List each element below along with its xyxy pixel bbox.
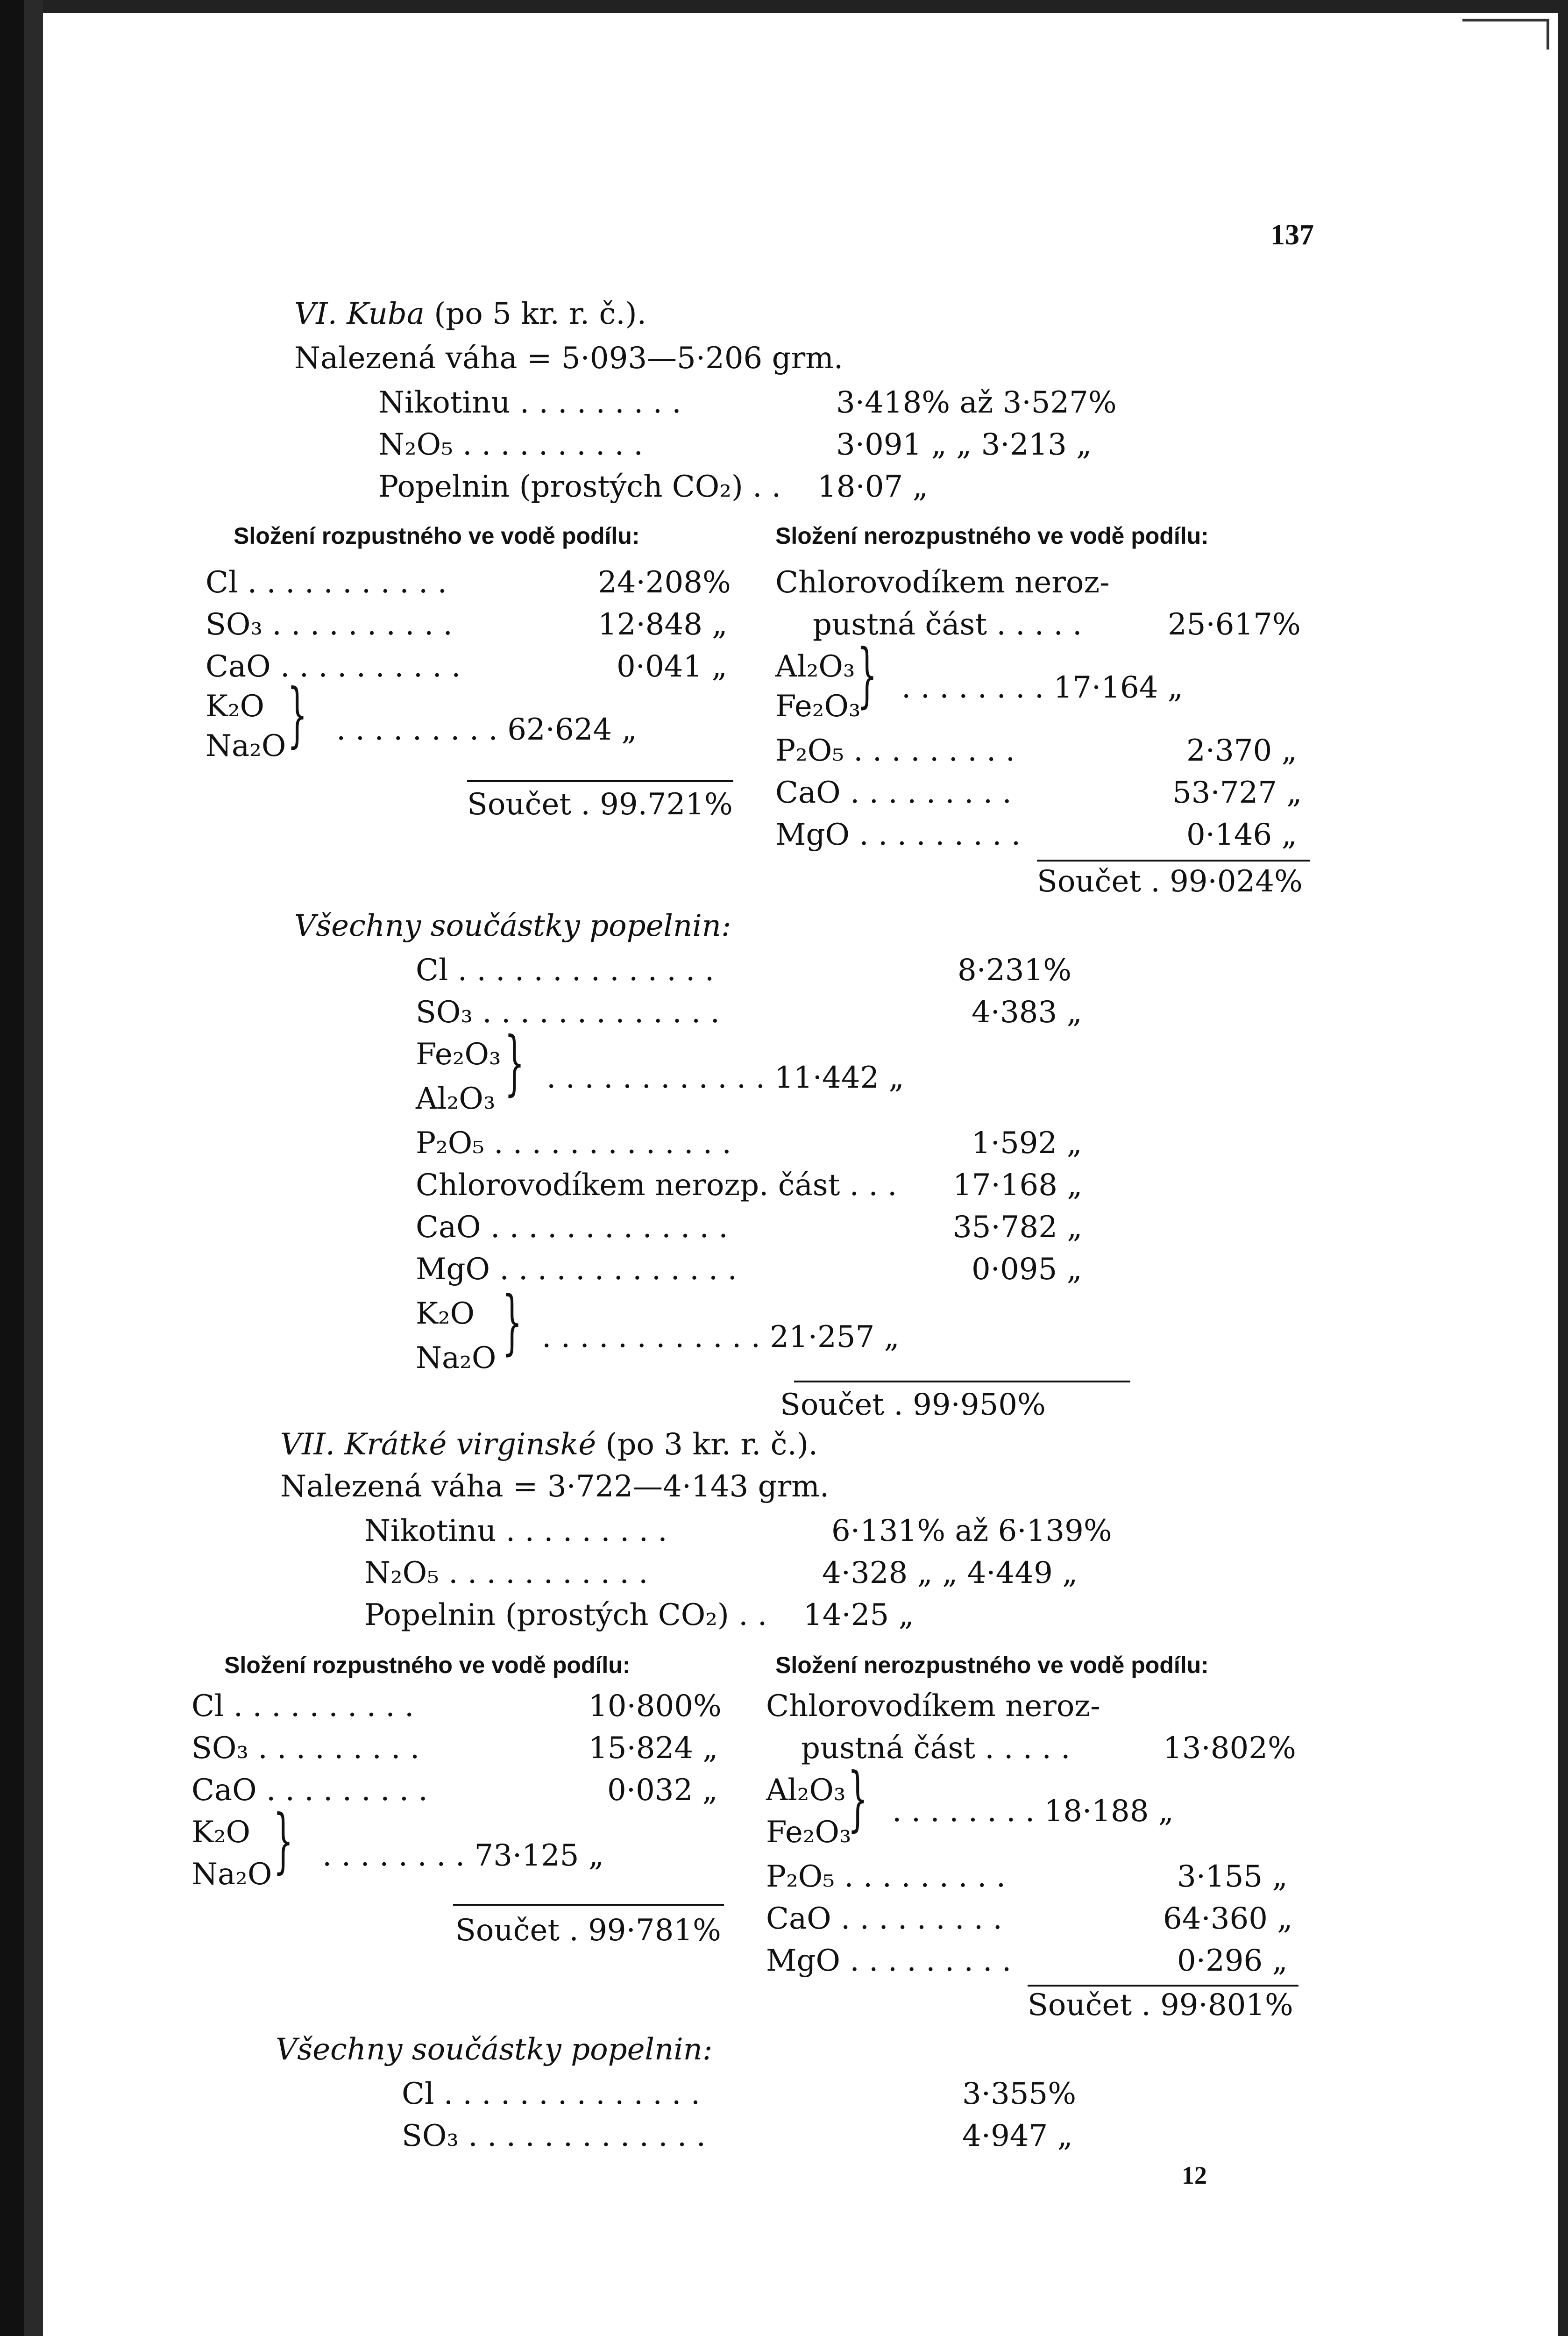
vii-insol-value: 13·802% [1163,1731,1296,1766]
vii-sol-value: 15·824 „ [589,1731,718,1766]
vii-soluble-header: Složení rozpustného ve vodě podílu: [224,1652,631,1678]
vii-sol-value: 10·800% [589,1689,722,1724]
vi-sol-value: 12·848 „ [598,607,728,642]
sum-rule [453,1904,724,1906]
vi-all-label: SO₃ . . . . . . . . . . . . . [416,995,720,1030]
vi-insol-label: MgO . . . . . . . . . [775,818,1021,852]
vi-all-title: Všechny součástky popelnin: [294,909,731,943]
vi-sol-label: CaO . . . . . . . . . . [206,649,461,684]
vii-sol-value: 0·032 „ [607,1773,718,1808]
vi-row-label: N₂O₅ . . . . . . . . . . [378,427,643,462]
vi-row-value: 3·418% až 3·527% [836,385,1117,420]
vi-all-total: Součet . 99·950% [780,1388,1046,1422]
scan-border-left-shadow [24,0,43,2336]
signature-mark: 12 [1182,2161,1207,2189]
vi-insol-value: . . . . . . . . 17·164 „ [901,670,1183,705]
vi-insol-label: pustná část . . . . . [813,607,1082,642]
section-vii-heading [280,1427,818,1462]
vii-all-label: SO₃ . . . . . . . . . . . . . [402,2119,706,2153]
vi-all-value: 17·168 „ [953,1168,1083,1203]
brace-icon: } [504,1022,525,1104]
section-vi-weight: Nalezená váha = 5·093—5·206 grm. [294,341,844,376]
brace-icon: } [287,674,307,755]
vii-insol-value: 0·296 „ [1177,1944,1288,1978]
vii-row-label: Popelnin (prostých CO₂) . . [364,1598,767,1632]
section-vi-number: VI. [294,297,337,331]
vi-sol-label: Cl . . . . . . . . . . . [206,565,447,600]
section-vii-weight: Nalezená váha = 3·722—4·143 grm. [280,1469,830,1504]
vi-all-label: Na₂O [416,1341,497,1375]
vi-row-value: 18·07 „ [817,470,928,504]
vii-sol-total: Součet . 99·781% [455,1913,721,1948]
vii-insol-value: 3·155 „ [1177,1859,1288,1894]
vii-insol-label: P₂O₅ . . . . . . . . . [766,1859,1006,1894]
sum-rule [1028,1985,1298,1987]
page-number: 137 [1270,219,1314,251]
vii-insol-label: pustná část . . . . . [801,1731,1071,1766]
vi-all-value: 1·592 „ [972,1126,1082,1161]
vii-sol-label: Cl . . . . . . . . . . [192,1689,414,1724]
vi-all-label: CaO . . . . . . . . . . . . . [416,1210,728,1245]
vii-insol-label: Chlorovodíkem neroz- [766,1689,1100,1724]
vi-all-label: Al₂O₃ [416,1082,496,1116]
vi-all-label: Chlorovodíkem nerozp. část . . . [416,1168,897,1203]
vi-insol-label: Fe₂O₃ [775,689,861,724]
vi-row-label: Nikotinu . . . . . . . . . [378,385,681,420]
vi-all-label: P₂O₅ . . . . . . . . . . . . . [416,1126,731,1161]
vii-insol-label: MgO . . . . . . . . . [766,1944,1012,1978]
vii-all-title: Všechny součástky popelnin: [276,2032,713,2067]
section-vii-note: (po 3 kr. r. č.). [605,1427,818,1462]
section-vii-name: Krátké virginské [344,1427,596,1462]
vi-all-value: 0·095 „ [972,1252,1082,1287]
sum-rule [1037,860,1310,862]
vi-insol-label: Chlorovodíkem neroz- [775,565,1110,600]
vi-all-label: Fe₂O₃ [416,1037,501,1072]
vi-insol-value: 0·146 „ [1186,818,1297,852]
vi-all-value: . . . . . . . . . . . . 21·257 „ [542,1320,900,1354]
brace-icon: } [857,634,877,716]
vii-sol-label: CaO . . . . . . . . . [192,1773,428,1808]
vii-insol-value: 64·360 „ [1163,1902,1293,1936]
vii-all-value: 4·947 „ [962,2119,1073,2153]
vi-all-label: K₂O [416,1296,475,1331]
vi-insol-label: P₂O₅ . . . . . . . . . [775,734,1015,768]
vi-insol-value: 53·727 „ [1172,776,1302,810]
vii-row-label: N₂O₅ . . . . . . . . . . . [364,1556,648,1590]
vii-insol-label: CaO . . . . . . . . . [766,1902,1002,1936]
vii-row-label: Nikotinu . . . . . . . . . [364,1514,667,1548]
vii-all-value: 3·355% [962,2077,1077,2111]
brace-icon: } [273,1800,293,1881]
vi-sol-total: Součet . 99.721% [467,787,733,822]
brace-icon: } [848,1758,868,1839]
section-vi-name: Kuba [347,297,425,331]
vii-insol-total: Součet . 99·801% [1028,1988,1293,2023]
vi-sol-value: 0·041 „ [617,649,727,684]
scan-corner-mark [1462,19,1549,50]
sum-rule [467,780,733,782]
vi-sol-label: SO₃ . . . . . . . . . . [206,607,453,642]
scan-border-right [1558,0,1568,2336]
vii-insol-label: Fe₂O₃ [766,1815,851,1850]
vi-all-value: 4·383 „ [972,995,1082,1030]
vi-row-value: 3·091 „ „ 3·213 „ [836,427,1092,462]
vii-all-label: Cl . . . . . . . . . . . . . . [402,2077,701,2111]
sum-rule [794,1381,1130,1382]
vi-sol-label: Na₂O [206,729,286,763]
vii-row-value: 14·25 „ [803,1598,914,1632]
vi-insoluble-header: Složení nerozpustného ve vodě podílu: [775,523,1209,549]
vi-sol-value: 24·208% [598,565,731,600]
vii-sol-label: Na₂O [192,1857,272,1892]
vi-insol-label: Al₂O₃ [775,649,855,684]
vi-sol-value: . . . . . . . . . 62·624 „ [336,712,637,747]
vii-row-value: 6·131% až 6·139% [831,1514,1112,1548]
vii-sol-label: SO₃ . . . . . . . . . [192,1731,420,1766]
scan-border-left [0,0,24,2336]
vii-row-value: 4·328 „ „ 4·449 „ [822,1556,1078,1590]
section-vi-heading [294,299,646,329]
vi-sol-label: K₂O [206,689,264,724]
section-vi-note: (po 5 kr. r. č.). [434,297,646,331]
vi-soluble-header: Složení rozpustného ve vodě podílu: [234,523,640,549]
vi-all-value: . . . . . . . . . . . . 11·442 „ [546,1061,904,1095]
vi-insol-label: CaO . . . . . . . . . [775,776,1012,810]
vi-all-label: Cl . . . . . . . . . . . . . . [416,953,715,988]
vi-all-value: 8·231% [958,953,1072,988]
vii-insoluble-header: Složení nerozpustného ve vodě podílu: [775,1652,1209,1678]
vii-sol-label: K₂O [192,1815,250,1850]
vii-insol-value: . . . . . . . . 18·188 „ [892,1794,1174,1829]
brace-icon: } [502,1282,522,1363]
vii-insol-label: Al₂O₃ [766,1773,846,1808]
vi-insol-total: Součet . 99·024% [1037,864,1303,899]
vi-row-label: Popelnin (prostých CO₂) . . [378,470,781,504]
vi-all-value: 35·782 „ [953,1210,1083,1245]
vi-insol-value: 25·617% [1168,607,1301,642]
scan-border-top [0,0,1568,13]
vi-insol-value: 2·370 „ [1186,734,1297,768]
vii-sol-value: . . . . . . . . 73·125 „ [322,1838,604,1873]
section-vii-number: VII. [280,1427,335,1462]
vi-all-label: MgO . . . . . . . . . . . . . [416,1252,737,1287]
